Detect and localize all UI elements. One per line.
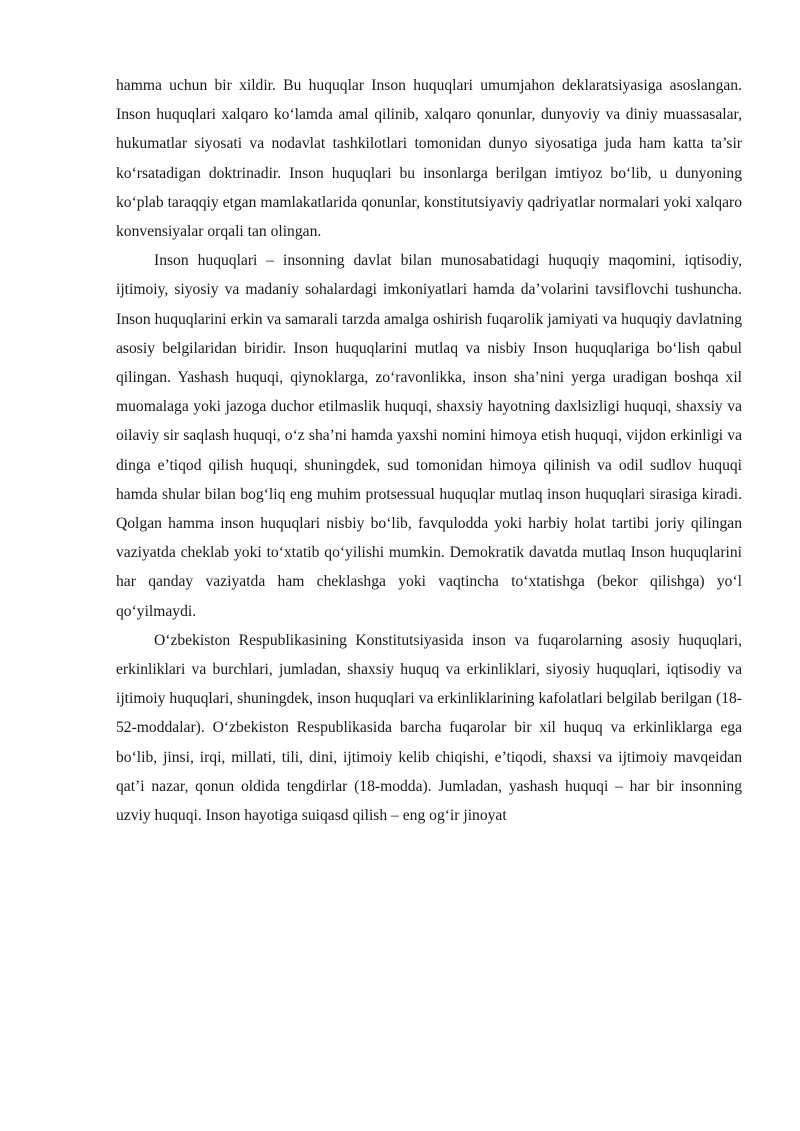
paragraph-konstitutsiya: O‘zbekiston Respublikasining Konstitutsiyasida inson va fuqarolarning asosiy huquqlari, erkinliklari va burchlari, jumladan, shaxsiy huquq va erkinliklari, siyosiy huquqlari, iqtisodiy va ijtimoiy huquqlari, shuningdek, inson huquqlari va erkinliklarining kafolatlari belgilab berilgan (18-52-moddalar). O‘zbekiston Respublikasida barcha fuqarolar bir xil huquq va erkinliklarga ega bo‘lib, jinsi, irqi, millati, tili, dini, ijtimoiy kelib chiqishi, e’tiqodi, shaxsi va ijtimoiy mavqeidan qat’i nazar, qonun oldida tengdirlar (18-modda). Jumladan, yashash huquqi – har bir insonning uzviy huquqi. Inson hayotiga suiqasd qilish – eng og‘ir jinoyat xyxy=(116,631,742,825)
body-text xyxy=(116,71,742,830)
paragraph-continuation: hamma uchun bir xildir. Bu huquqlar Inson huquqlari umumjahon deklaratsiyasiga asoslangan. Inson huquqlari xalqaro ko‘lamda amal qilinib, xalqaro qonunlar, dunyoviy va diniy muassasalar, hukumatlar siyosati va nodavlat tashkilotlari tomonidan dunyo siyosatiga juda ham katta ta’sir ko‘rsatadigan doktrinadir. Inson huquqlari bu insonlarga berilgan imtiyoz bo‘lib, u dunyoning ko‘plab taraqqiy etgan mamlakatlarida qonunlar, konstitutsiyaviy qadriyatlar normalari yoki xalqaro konvensiyalar orqali tan olingan. xyxy=(116,77,742,241)
paragraph-inson-huquqlari: Inson huquqlari – insonning davlat bilan munosabatidagi huquqiy maqomini, iqtisodiy, ijtimoiy, siyosiy va madaniy sohalardagi imkoniyatlari hamda da’volarini tavsiflovchi tushuncha. Inson huquqlarini erkin va samarali tarzda amalga oshirish fuqarolik jamiyati va huquqiy davlatning asosiy belgilaridan biridir. Inson huquqlarini mutlaq va nisbiy Inson huquqlariga bo‘lish qabul qilingan. Yashash huquqi, qiynoklarga, zo‘ravonlikka, inson sha’nini yerga uradigan boshqa xil muomalaga yoki jazoga duchor etilmaslik huquqi, shaxsiy hayotning daxlsizligi huquqi, shaxsiy va oilaviy sir saqlash huquqi, o‘z sha’ni hamda yaxshi nomini himoya etish huquqi, vijdon erkinligi va dinga e’tiqod qilish huquqi, shuningdek, sud tomonidan himoya qilinish va odil sudlov huquqi hamda shular bilan bog‘liq eng muhim protsessual huquqlar mutlaq inson huquqlari sirasiga kiradi. Qolgan hamma inson huquqlari nisbiy bo‘lib, favqulodda yoki harbiy holat tartibi joriy qilingan vaziyatda cheklab yoki to‘xtatib qo‘yilishi mumkin. Demokratik davatda mutlaq Inson huquqlarini har qanday vaziyatda ham cheklashga yoki vaqtincha to‘xtatishga (bekor qilishga) yo‘l qo‘yilmaydi. xyxy=(116,252,742,620)
